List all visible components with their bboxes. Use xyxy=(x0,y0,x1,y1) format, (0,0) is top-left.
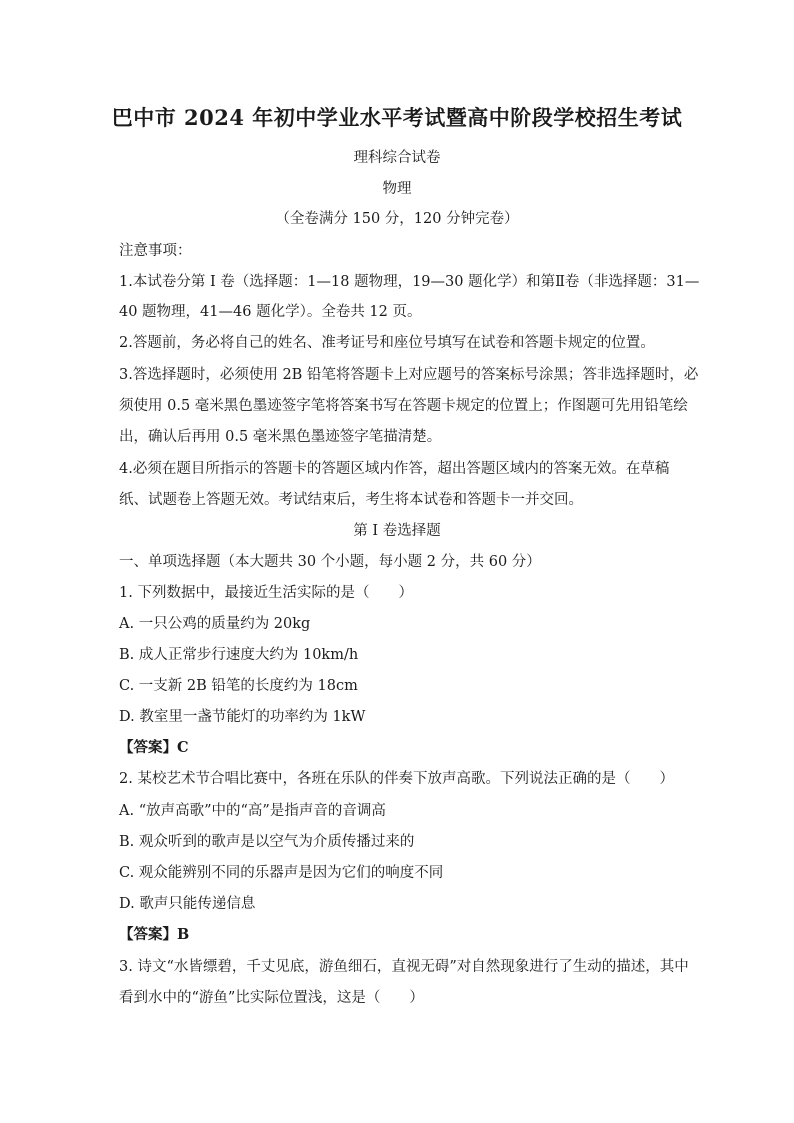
question-2-stem: 2. 某校艺术节合唱比赛中，各班在乐队的伴奏下放声高歌。下列说法正确的是（ ） xyxy=(119,771,674,787)
question-1-stem: 1. 下列数据中，最接近生活实际的是（ ） xyxy=(119,585,413,601)
question-3-stem-line: 3. 诗文“水皆缥碧，千丈见底，游鱼细石，直视无碍”对自然现象进行了生动的描述，其中 xyxy=(119,959,689,975)
section-title: 第 I 卷选择题 xyxy=(353,523,441,539)
question-1-option-c: C. 一支新 2B 铅笔的长度约为 18cm xyxy=(119,678,358,694)
question-1-option-d: D. 教室里一盏节能灯的功率约为 1kW xyxy=(119,709,366,725)
question-2-answer: 【答案】B xyxy=(119,926,190,943)
question-2-option-c: C. 观众能辨别不同的乐器声是因为它们的响度不同 xyxy=(119,865,444,881)
question-1-answer: 【答案】C xyxy=(119,739,189,756)
question-2-option-a: A. “放声高歌”中的“高”是指声音的音调高 xyxy=(119,803,386,819)
note-line: 3.答选择题时，必须使用 2B 铅笔将答题卡上对应题号的答案标号涂黑；答非选择题时，必 xyxy=(119,367,699,383)
note-line: 纸、试题卷上答题无效。考试结束后，考生将本试卷和答题卡一并交回。 xyxy=(119,492,583,508)
question-1-option-b: B. 成人正常步行速度大约为 10km/h xyxy=(119,647,359,663)
note-line: 40 题物理，41—46 题化学）。全卷共 12 页。 xyxy=(119,304,422,320)
question-2-option-b: B. 观众听到的歌声是以空气为介质传播过来的 xyxy=(119,834,415,850)
section-heading: 一、单项选择题（本大题共 30 个小题，每小题 2 分，共 60 分） xyxy=(119,554,541,570)
question-3-stem-line: 看到水中的“游鱼”比实际位置浅，这是（ ） xyxy=(119,990,424,1006)
note-line: 须使用 0.5 毫米黑色墨迹签字笔将答案书写在答题卡规定的位置上；作图题可先用铅笔绘 xyxy=(119,398,688,414)
exam-title: 巴中市 2024 年初中学业水平考试暨高中阶段学校招生考试 xyxy=(111,105,683,130)
note-line: 2.答题前，务必将自己的姓名、准考证号和座位号填写在试卷和答题卡规定的位置。 xyxy=(119,335,655,351)
exam-subtitle: 理科综合试卷 xyxy=(353,150,441,166)
note-line: 出，确认后再用 0.5 毫米黑色墨迹签字笔描清楚。 xyxy=(119,429,442,445)
exam-scoring: （全卷满分 150 分，120 分钟完卷） xyxy=(275,211,519,227)
notes-heading: 注意事项： xyxy=(119,243,192,259)
exam-subject: 物理 xyxy=(382,181,412,197)
question-1-option-a: A. 一只公鸡的质量约为 20kg xyxy=(119,616,311,632)
question-2-option-d: D. 歌声只能传递信息 xyxy=(119,896,256,912)
note-line: 4.必须在题目所指示的答题卡的答题区域内作答，超出答题区域内的答案无效。在草稿 xyxy=(119,461,670,477)
note-line: 1.本试卷分第 I 卷（选择题：1—18 题物理，19—30 题化学）和第Ⅱ卷（非选择题：31— xyxy=(119,274,700,290)
